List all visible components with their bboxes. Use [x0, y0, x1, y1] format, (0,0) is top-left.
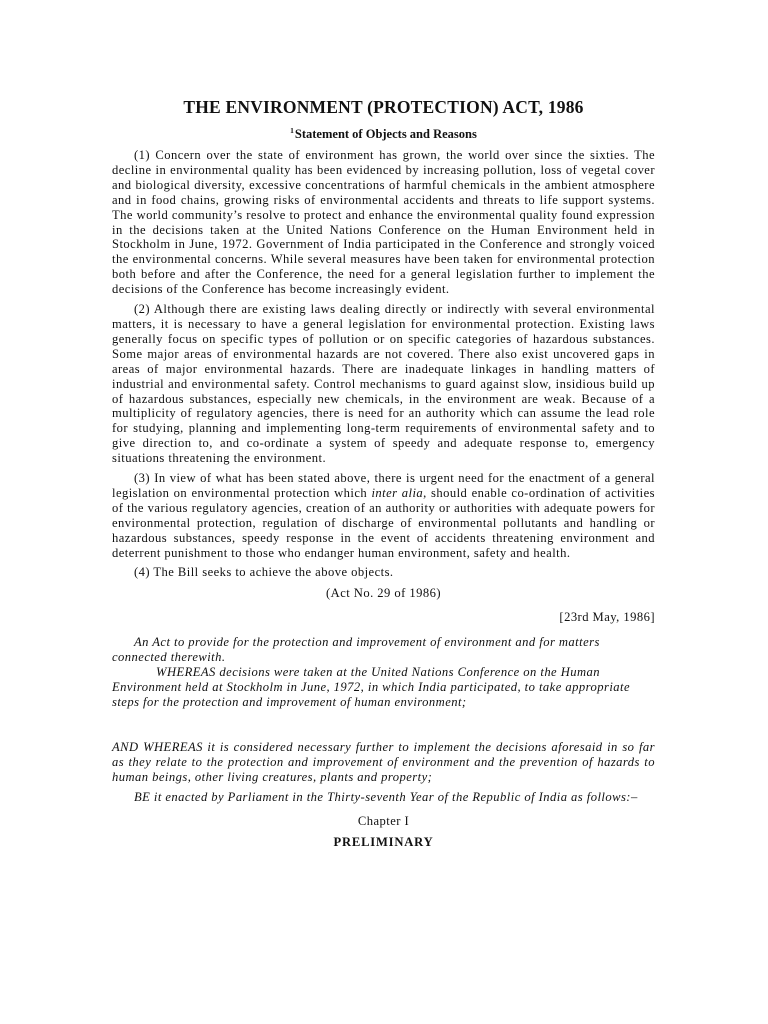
paragraph-3-italic: inter alia — [371, 485, 424, 500]
chapter-heading: Chapter I — [357, 813, 410, 828]
document-subtitle — [112, 123, 655, 142]
paragraph-2: (2) Although there are existing laws dealing directly or indirectly with several environmental matters, it is necessary to have a general legislation for environmental protection. Existing laws generally focus on specific types of pollution or on specific categories of hazardous substances. Some major areas of environmental hazards are not covered. There also exist uncovered gaps in areas of major environmental hazards. There are inadequate linkages in handling matters of industrial and environmental safety. Control mechanisms to guard against slow, insidious build up of hazardous substances, especially new chemicals, in the environment are weak. Because of a multiplicity of regulatory agencies, there is need for an authority which can assume the lead role for studying, planning and implementing long-term requirements of environmental safety and to give direction to, and co-ordinate a system of speedy and adequate response to, emergency situations threatening the environment. — [112, 302, 655, 466]
chapter-title: PRELIMINARY — [333, 834, 434, 849]
act-date: [23rd May, 1986] — [559, 610, 655, 625]
paragraph-4: (4) The Bill seeks to achieve the above objects. — [134, 565, 394, 580]
footnote-marker: 1 — [290, 126, 294, 135]
whereas-clause-2: AND WHEREAS it is considered necessary further to implement the decisions aforesaid in so far as they relate to the protection and improvement of environment and the prevention of hazards to human beings, other living creatures, plants and property; — [112, 739, 655, 784]
document-title: THE ENVIRONMENT (PROTECTION) ACT, 1986 — [183, 97, 584, 117]
document-page — [112, 96, 655, 850]
whereas-clause-1: WHEREAS decisions were taken at the United Nations Conference on the Human Environment held at Stockholm in June, 1972, in which India participated, to take appropriate steps for the protection and improvement of human environment; — [112, 665, 631, 709]
paragraph-3 — [112, 471, 655, 560]
act-number: (Act No. 29 of 1986) — [326, 586, 441, 601]
subtitle-text: Statement of Objects and Reasons — [294, 127, 477, 141]
paragraph-3-before: (3) In view of what has been stated above, there is urgent need for the enactment of a general legislation on environmental protection which — [112, 471, 655, 500]
paragraph-3-after: , should enable co-ordination of activities of the various regulatory agencies, creation of an authority or authorities with adequate powers for environmental protection, regulation of discharge of environmental pollutants and handling or hazardous substances, speedy response in the event of accidents threatening environment and deterrent punishment to those who endanger human environment, safety and health. — [112, 485, 655, 560]
act-preamble: An Act to provide for the protection and improvement of environment and for matters connected therewith. — [112, 635, 600, 665]
enactment-clause: BE it enacted by Parliament in the Thirty-seventh Year of the Republic of India as follows:– — [134, 789, 638, 804]
paragraph-1: (1) Concern over the state of environment has grown, the world over since the sixties. The decline in environmental quality has been evidenced by increasing pollution, loss of vegetal cover and biological diversity, excessive concentrations of harmful chemicals in the ambient atmosphere and in food chains, growing risks of environmental accidents and threats to life support systems. The world community’s resolve to protect and enhance the environmental quality found expression in the decisions taken at the United Nations Conference on the Human Environment held in Stockholm in June, 1972. Government of India participated in the Conference and strongly voiced the environmental concerns. While several measures have been taken for environmental protection both before and after the Conference, the need for a general legislation further to implement the decisions of the Conference has become increasingly evident. — [112, 148, 655, 297]
